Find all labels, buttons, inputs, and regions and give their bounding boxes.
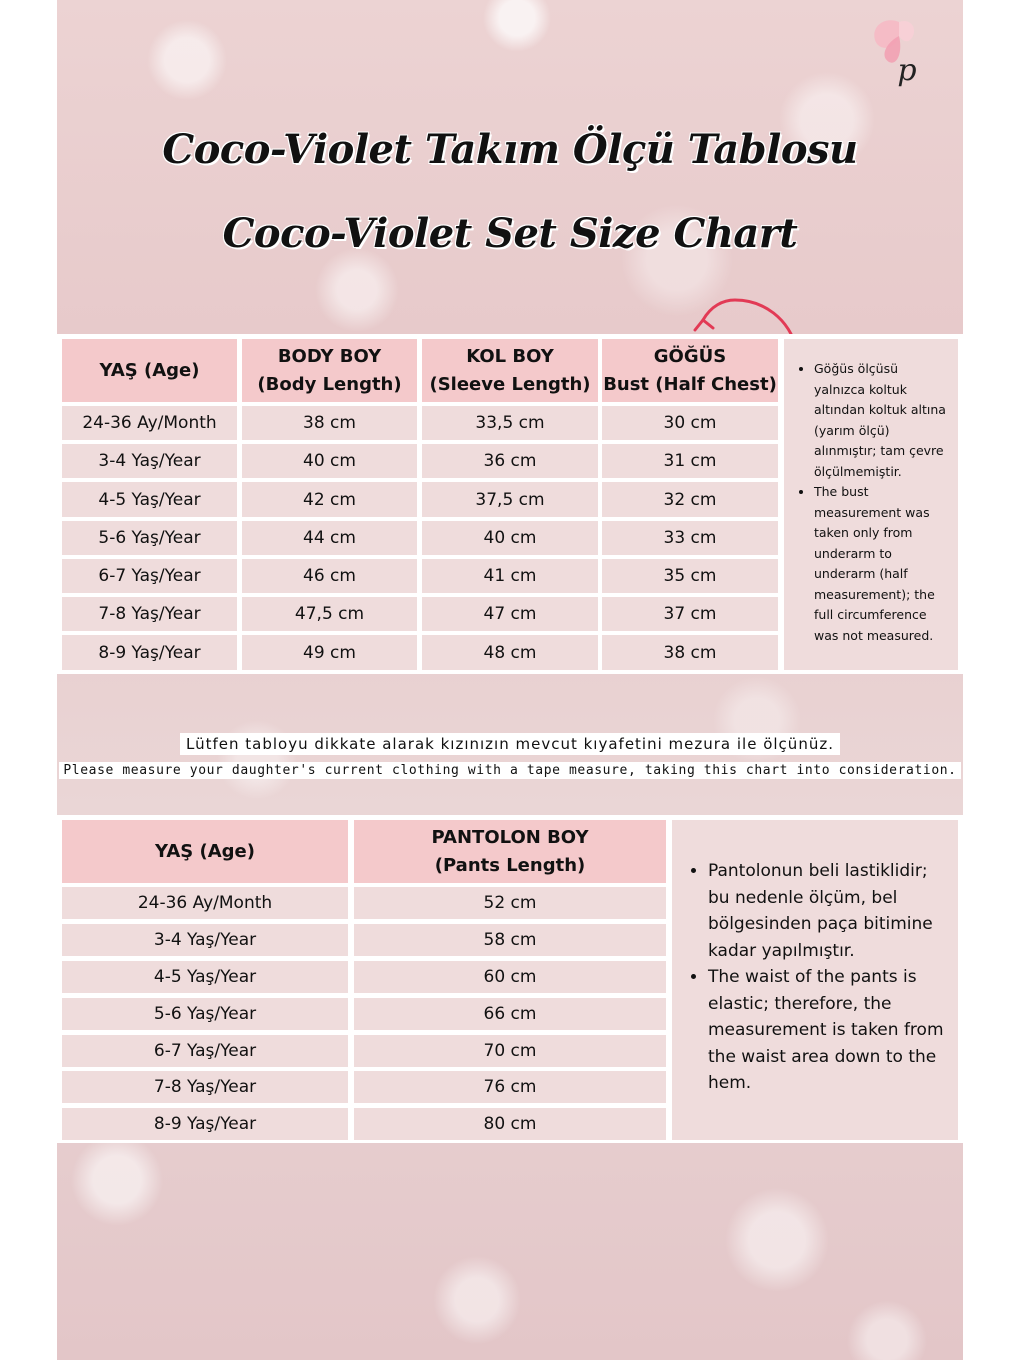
set-size-table bbox=[57, 334, 963, 674]
body-length-cell: 42 cm bbox=[242, 482, 417, 517]
title-turkish: Coco-Violet Takım Ölçü Tablosu bbox=[162, 126, 858, 173]
body-length-cell: 47,5 cm bbox=[242, 597, 417, 631]
note-turkish: • Göğüs ölçüsü yalnızca koltuk altından koltuk altına (yarım ölçü) alınmıştır; tam çevre ölçülmemiştir. bbox=[814, 359, 950, 482]
note-english: • The waist of the pants is elastic; therefore, the measurement is taken from the waist area down to the hem. bbox=[708, 964, 954, 1097]
pants-length-cell: 70 cm bbox=[354, 1035, 666, 1067]
bust-cell: 33 cm bbox=[602, 521, 778, 555]
pants-length-cell: 76 cm bbox=[354, 1071, 666, 1103]
age-cell: 24-36 Ay/Month bbox=[62, 887, 348, 919]
logo-letter: p bbox=[897, 53, 917, 88]
age-cell: 8-9 Yaş/Year bbox=[62, 635, 237, 670]
sleeve-length-cell: 41 cm bbox=[422, 559, 598, 593]
pants-length-cell: 58 cm bbox=[354, 924, 666, 956]
note-english: • The bust measurement was taken only from underarm to underarm (half measurement); the full circumference was not measured. bbox=[814, 482, 950, 646]
age-cell: 7-8 Yaş/Year bbox=[62, 597, 237, 631]
title-english: Coco-Violet Set Size Chart bbox=[222, 210, 798, 257]
age-cell: 5-6 Yaş/Year bbox=[62, 521, 237, 555]
brand-logo bbox=[865, 16, 925, 88]
size-chart-poster bbox=[57, 0, 963, 1360]
pants-size-table bbox=[57, 815, 963, 1143]
header-sleeve-length: KOL BOY (Sleeve Length) bbox=[422, 339, 598, 402]
age-cell: 7-8 Yaş/Year bbox=[62, 1071, 348, 1103]
age-cell: 8-9 Yaş/Year bbox=[62, 1108, 348, 1140]
instruction-english: Please measure your daughter's current clothing with a tape measure, taking this chart into consideration. bbox=[57, 759, 963, 778]
body-length-cell: 40 cm bbox=[242, 444, 417, 478]
age-cell: 5-6 Yaş/Year bbox=[62, 998, 348, 1030]
pants-measurement-note bbox=[672, 820, 958, 1140]
pants-length-cell: 66 cm bbox=[354, 998, 666, 1030]
header-bust: GÖĞÜS Bust (Half Chest) bbox=[602, 339, 778, 402]
sleeve-length-cell: 48 cm bbox=[422, 635, 598, 670]
pants-length-cell: 80 cm bbox=[354, 1108, 666, 1140]
bust-cell: 31 cm bbox=[602, 444, 778, 478]
sleeve-length-cell: 40 cm bbox=[422, 521, 598, 555]
body-length-cell: 38 cm bbox=[242, 406, 417, 440]
sleeve-length-cell: 33,5 cm bbox=[422, 406, 598, 440]
age-cell: 24-36 Ay/Month bbox=[62, 406, 237, 440]
age-cell: 6-7 Yaş/Year bbox=[62, 559, 237, 593]
bust-cell: 38 cm bbox=[602, 635, 778, 670]
age-cell: 3-4 Yaş/Year bbox=[62, 444, 237, 478]
bust-cell: 35 cm bbox=[602, 559, 778, 593]
bust-cell: 30 cm bbox=[602, 406, 778, 440]
age-cell: 3-4 Yaş/Year bbox=[62, 924, 348, 956]
note-turkish: • Pantolonun beli lastiklidir; bu nedenle ölçüm, bel bölgesinden paça bitimine kadar yapılmıştır. bbox=[708, 858, 954, 964]
bust-cell: 32 cm bbox=[602, 482, 778, 517]
header-body-length: BODY BOY (Body Length) bbox=[242, 339, 417, 402]
instruction-turkish: Lütfen tabloyu dikkate alarak kızınızın mevcut kıyafetini mezura ile ölçünüz. bbox=[57, 734, 963, 753]
sleeve-length-cell: 37,5 cm bbox=[422, 482, 598, 517]
sleeve-length-cell: 36 cm bbox=[422, 444, 598, 478]
header-pants-length: PANTOLON BOY (Pants Length) bbox=[354, 820, 666, 883]
pants-length-cell: 52 cm bbox=[354, 887, 666, 919]
body-length-cell: 46 cm bbox=[242, 559, 417, 593]
bust-measurement-note bbox=[784, 339, 958, 670]
header-age: YAŞ (Age) bbox=[62, 820, 348, 883]
age-cell: 4-5 Yaş/Year bbox=[62, 482, 237, 517]
sleeve-length-cell: 47 cm bbox=[422, 597, 598, 631]
body-length-cell: 49 cm bbox=[242, 635, 417, 670]
age-cell: 6-7 Yaş/Year bbox=[62, 1035, 348, 1067]
header-age: YAŞ (Age) bbox=[62, 339, 237, 402]
bust-cell: 37 cm bbox=[602, 597, 778, 631]
pants-length-cell: 60 cm bbox=[354, 961, 666, 993]
body-length-cell: 44 cm bbox=[242, 521, 417, 555]
age-cell: 4-5 Yaş/Year bbox=[62, 961, 348, 993]
